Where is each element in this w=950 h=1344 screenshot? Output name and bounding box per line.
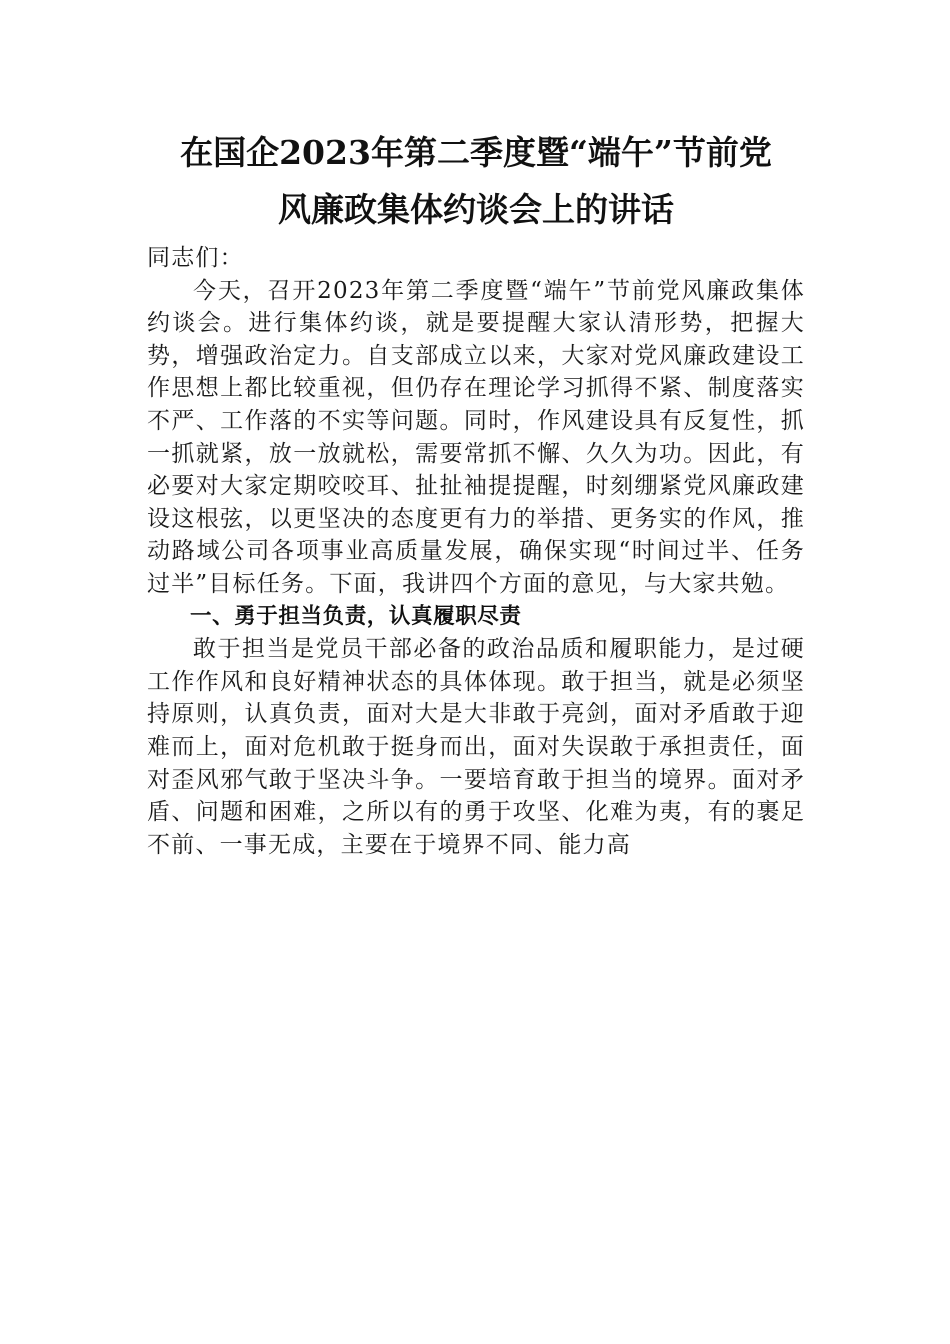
title-line-1: 在国企2023年第二季度暨“端午”节前党 xyxy=(180,133,772,172)
title-line-2: 风廉政集体约谈会上的讲话 xyxy=(278,190,674,229)
document-body xyxy=(147,242,805,861)
paragraph-section-1: 敢于担当是党员干部必备的政治品质和履职能力，是过硬工作作风和良好精神状态的具体体现。敢于担当，就是必须坚持原则，认真负责，面对大是大非敢于亮剑，面对矛盾敢于迎难而上，面对危机敢于挺身而出，面对失误敢于承担责任，面对歪风邪气敢于坚决斗争。一要培育敢于担当的境界。面对矛盾、问题和困难，之所以有的勇于攻坚、化难为夷，有的裹足不前、一事无成，主要在于境界不同、能力高 xyxy=(147,636,805,858)
section-heading-1: 一、勇于担当负责，认真履职尽责 xyxy=(190,603,522,629)
document-title xyxy=(147,126,805,236)
paragraph-intro: 今天，召开2023年第二季度暨“端午”节前党风廉政集体约谈会。进行集体约谈，就是要提醒大家认清形势，把握大势，增强政治定力。自支部成立以来，大家对党风廉政建设工作思想上都比较重视，但仍存在理论学习抓得不紧、制度落实不严、工作落的不实等问题。同时，作风建设具有反复性，抓一抓就紧，放一放就松，需要常抓不懈、久久为功。因此，有必要对大家定期咬咬耳、扯扯袖提提醒，时刻绷紧党风廉政建设这根弦，以更坚决的态度更有力的举措、更务实的作风，推动路域公司各项事业高质量发展，确保实现“时间过半、任务过半”目标任务。下面，我讲四个方面的意见，与大家共勉。 xyxy=(147,277,805,597)
document-content xyxy=(147,126,805,861)
salutation: 同志们： xyxy=(147,245,244,271)
